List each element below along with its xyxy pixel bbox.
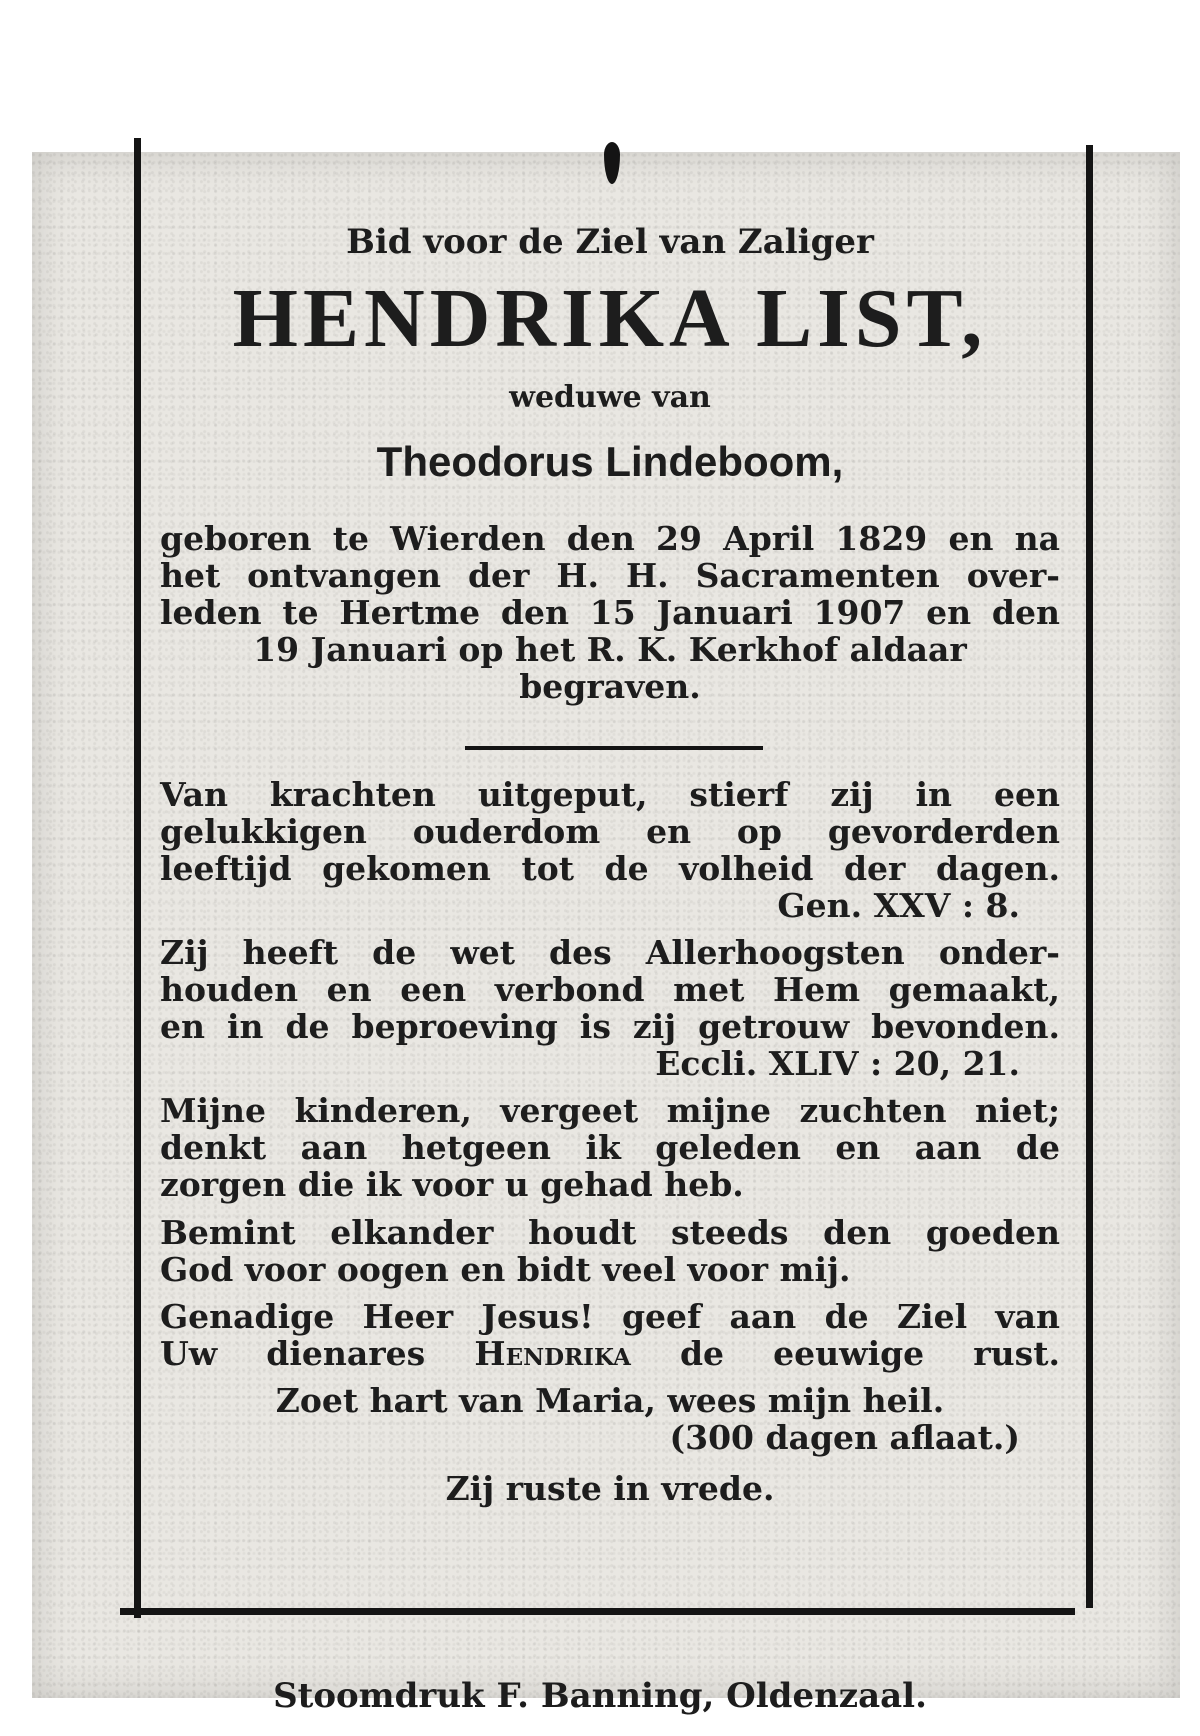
- frame-rule-bottom: [120, 1608, 1075, 1615]
- bio-line: 19 Januari op het R. K. Kerkhof aldaar: [253, 630, 967, 669]
- verse-ecclesiasticus: [160, 934, 1060, 1082]
- prayer-pre: Uw dienares: [160, 1334, 426, 1373]
- verse-love: [160, 1214, 1060, 1288]
- printer-imprint: Stoomdruk F. Banning, Oldenzaal.: [273, 1676, 927, 1716]
- closing-block: [160, 1470, 1060, 1507]
- verse-line: leeftijd gekomen tot de volheid der dagen.: [160, 849, 1060, 888]
- bio-line: begraven.: [519, 667, 701, 706]
- prayer-name: Hendrika: [474, 1334, 631, 1373]
- verse-children: [160, 1092, 1060, 1203]
- verse-line: gelukkigen ouderdom en op gevorderden: [160, 812, 1060, 851]
- prayer-line: [160, 1335, 1060, 1372]
- bio-line: het ontvangen der H. H. Sacramenten over-: [160, 556, 1060, 595]
- verse-line: Mijne kinderen, vergeet mijne zuchten niet;: [160, 1091, 1060, 1130]
- verse-line: en in de beproeving is zij getrouw bevonden.: [160, 1007, 1060, 1046]
- bio-line: geboren te Wierden den 29 April 1829 en na: [160, 519, 1060, 558]
- verse-line: houden en een verbond met Hem gemaakt,: [160, 970, 1060, 1009]
- prayer-line: Genadige Heer Jesus! geef aan de Ziel van: [160, 1297, 1060, 1336]
- intro-line: Bid voor de Ziel van Zaliger: [346, 222, 874, 262]
- frame-rule-left: [134, 138, 141, 1618]
- husband-name: Theodorus Lindeboom,: [376, 438, 844, 485]
- deceased-name: HENDRIKA LIST,: [232, 272, 988, 365]
- verse-line: denkt aan hetgeen ik geleden en aan de: [160, 1128, 1060, 1167]
- closing-line: Zij ruste in vrede.: [445, 1469, 775, 1508]
- prayer-post: de eeuwige rust.: [679, 1334, 1060, 1373]
- invocation-block: [160, 1382, 1060, 1456]
- verse-line: Zij heeft de wet des Allerhoogsten onder-: [160, 933, 1060, 972]
- frame-rule-right: [1086, 145, 1093, 1608]
- verse-line: God voor oogen en bidt veel voor mij.: [160, 1250, 851, 1289]
- separator-line: [465, 746, 763, 750]
- relation-line: weduwe van: [509, 380, 711, 415]
- verse-line: Bemint elkander houdt steeds den goeden: [160, 1213, 1060, 1252]
- prayer: [160, 1298, 1060, 1372]
- biography: [160, 520, 1060, 705]
- invocation-line: Zoet hart van Maria, wees mijn heil.: [275, 1381, 945, 1420]
- indulgence-note: (300 dagen aflaat.): [669, 1418, 1020, 1457]
- verse-line: Van krachten uitgeput, stierf zij in een: [160, 775, 1060, 814]
- verse-line: zorgen die ik voor u gehad heb.: [160, 1165, 744, 1204]
- bio-line: leden te Hertme den 15 Januari 1907 en den: [160, 593, 1060, 632]
- verse-reference: Eccli. XLIV : 20, 21.: [655, 1044, 1020, 1083]
- verse-genesis: [160, 776, 1060, 924]
- verse-reference: Gen. XXV : 8.: [777, 886, 1020, 925]
